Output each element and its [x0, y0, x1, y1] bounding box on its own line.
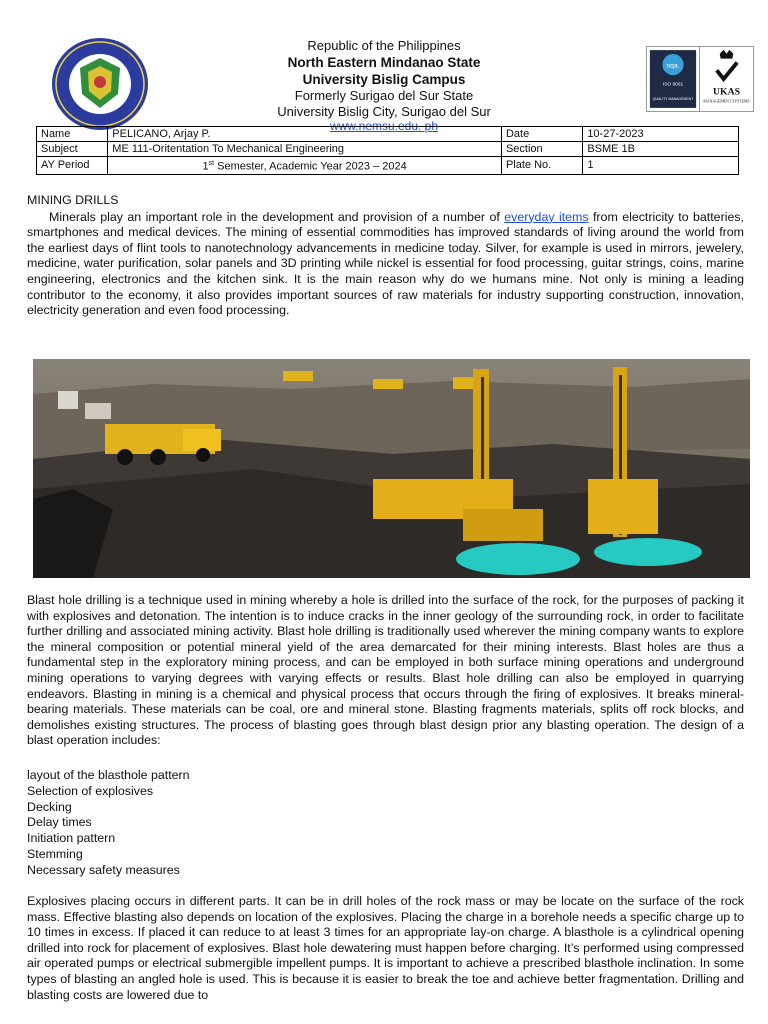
section-title: MINING DRILLS: [27, 193, 119, 207]
svg-text:MANAGEMENT SYSTEMS: MANAGEMENT SYSTEMS: [703, 99, 750, 104]
explosives-paragraph: Explosives placing occurs in different parts. It can be in drill holes of the rock mass or may be locate on the surface of the rock mass. Effective blasting also depends on location of the explosives. Placing the charge in a borehole needs a specific charge up to 10 times in excess. If placed it can reduce to at least 3 times for an appropriate lay-on charge. A blasthole is a cylindrical opening drilled into rock for placement of explosives. Blast hole dewatering must happen before charging. It’s performed using compressed air operated pumps or electrical submergible impellent pumps. It is important to achieve a prescribed blasthole inclination. In some types of blasting an angled hole is used. This is because it is easier to break the toe and achieve better fragmentation. Drilling and blasting costs are lowered due to: [27, 894, 744, 1002]
svg-text:ISO 9001: ISO 9001: [662, 82, 684, 88]
list-item: Delay times: [27, 815, 92, 830]
republic-line: Republic of the Philippines: [307, 38, 461, 53]
document-header: [0, 0, 768, 133]
plate-value: 1: [583, 157, 739, 175]
svg-text:QUALITY MANAGEMENT: QUALITY MANAGEMENT: [652, 97, 694, 102]
list-item: Initiation pattern: [27, 831, 116, 846]
plate-label: Plate No.: [501, 157, 582, 175]
list-item: Necessary safety measures: [27, 862, 180, 877]
address-line: University Bislig City, Surigao del Sur: [277, 104, 491, 119]
table-row: [37, 127, 739, 142]
table-row: [37, 157, 739, 175]
formerly-line: Formerly Surigao del Sur State: [294, 88, 474, 103]
table-row: [37, 142, 739, 157]
list-item: Selection of explosives: [27, 783, 154, 798]
list-item: layout of the blasthole pattern: [27, 768, 190, 782]
blast-hole-paragraph: Blast hole drilling is a technique used in mining whereby a hole is drilled into the surface of the rock, for the purposes of packing it with explosives and detonation. The intention is to induce cracks in the inner geology of the surrounding rock, in order to facilitate further drilling and associated mining activity. Blast hole drilling is traditionally used wherever the mining company wants to explore the mineral composition or potential mineral yield of the area demarcated for their mining interests. Blast holes are thus a fundamental step in the exploratory mining process, and can be employed in both surface mining operations and underground mining operations to varying degrees with varying effects or results. Blast hole drilling can also be employed in quarrying endeavors. Blasting in mining is a chemical and physical process that occurs through the firing of explosives. It breaks mineral-bearing materials. These materials can be coal, ore and mineral stone. Blasting fragments materials, splits off rock blocks, and demolishes existing structures. The process of blasting goes through blast design prior any blasting operation. The design of a blast operation includes:: [27, 593, 744, 748]
subject-value: ME 111-Oritentation To Mechanical Engineering: [108, 142, 502, 157]
name-label: Name: [37, 127, 108, 142]
mining-drill-photo: [33, 359, 750, 578]
header-text-block: [200, 38, 568, 133]
section-value: BSME 1B: [583, 142, 739, 157]
university-seal-icon: [50, 36, 150, 132]
name-value: PELICANO, Arjay P.: [108, 127, 502, 142]
website-link[interactable]: www.nemsu.edu. ph: [329, 119, 439, 133]
student-info-table: [36, 126, 739, 175]
svg-text:UKAS: UKAS: [713, 86, 740, 98]
list-item: Stemming: [27, 846, 83, 861]
campus-name: University Bislig Campus: [302, 72, 466, 87]
subject-label: Subject: [37, 142, 108, 157]
iso-certification-icon: [646, 46, 700, 112]
ay-value: 1st Semester, Academic Year 2023 – 2024: [108, 157, 502, 175]
ay-label: AY Period: [37, 157, 108, 175]
everyday-items-link[interactable]: everyday items: [504, 209, 589, 224]
ukas-certification-icon: [700, 46, 754, 112]
date-label: Date: [501, 127, 582, 142]
date-value: 10-27-2023: [583, 127, 739, 142]
svg-text:nqa.: nqa.: [666, 62, 680, 70]
list-item: Decking: [27, 799, 72, 814]
blast-design-list: [27, 768, 427, 879]
university-name: North Eastern Mindanao State: [287, 55, 481, 70]
section-label: Section: [501, 142, 582, 157]
intro-section: [27, 193, 744, 319]
intro-paragraph: Minerals play an important role in the development and provision of a number of everyday items from electricity to batteries, smartphones and medical devices. The mining of essential commodities has improved standards of living around the world from the earliest days of flint tools to nanotechnology advancements in medicine today. Silver, for example is used in mirrors, jewelery, medicine, water purification, solar panels and 3D printing while nickel is essential for food processing, guitar strings, coins, marine engineering, electronics and the kitchen sink. It is the main reason why do we humans mine. Not only is mining a leading contributor to the economy, it also provides important sources of raw materials for industry supporting construction, innovation, electricity generation and even food processing.: [27, 209, 744, 318]
